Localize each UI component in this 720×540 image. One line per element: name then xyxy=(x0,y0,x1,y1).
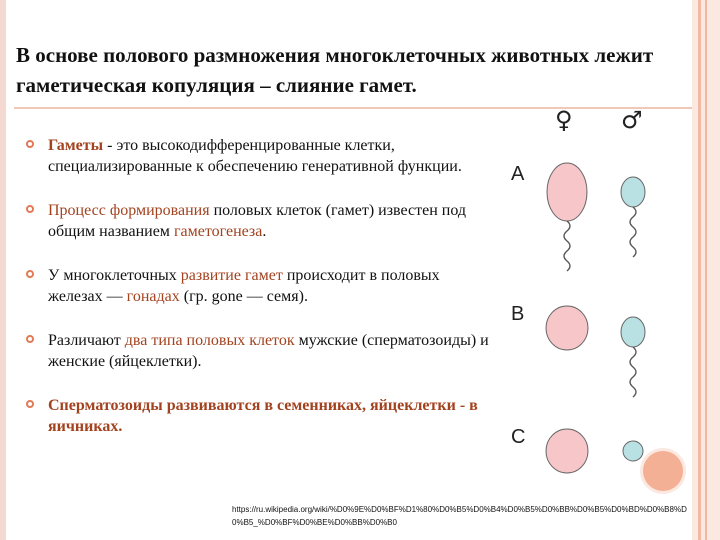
gamete-diagram xyxy=(505,100,695,490)
bullet-text: . xyxy=(262,223,267,240)
bullet-text: (гр. gone — семя). xyxy=(179,288,308,305)
bullet-ring-icon xyxy=(26,205,34,213)
male-symbol-icon: ♂ xyxy=(621,106,643,134)
bullet-text: половых клеток (гамет) известен под общим названием xyxy=(48,202,466,240)
row-label: C xyxy=(511,426,526,448)
source-link[interactable]: https://ru.wikipedia.org/wiki/%D0%9E%D0%BF%D1%80%D0%B5%D0%B4%D0%B5%D0%BB%D0%B5%D0%BD%D0%B8%D0%B5_%D0%BF%D0%BE%D0%BB%D0%B0 xyxy=(232,505,687,527)
row-label: B xyxy=(511,303,525,325)
bullet-ring-icon xyxy=(26,335,34,343)
bullet-item xyxy=(26,395,496,437)
highlighted-term: Процесс формирования xyxy=(48,202,210,219)
left-decor-stripe xyxy=(0,0,6,540)
bullet-item xyxy=(26,200,496,242)
highlighted-term: развитие гамет xyxy=(180,267,283,284)
female-gamete-cell xyxy=(546,429,588,473)
slide-title: В основе полового размножения многоклеточных животных лежит гаметическая копуляция – слияние гамет. xyxy=(16,43,654,97)
highlighted-term: гонадах xyxy=(126,288,180,305)
male-gamete-cell xyxy=(621,317,645,347)
bullet-text: происходит в половых железах — xyxy=(48,267,440,305)
female-symbol-icon: ♀ xyxy=(555,106,573,134)
decor-circle xyxy=(640,448,686,494)
bullet-text: У многоклеточных xyxy=(48,267,181,284)
bullet-item xyxy=(26,265,496,307)
bullet-text: - это высокодифференцированные клетки, специализированные к обеспечению генеративной функции. xyxy=(48,137,462,175)
female-gamete-cell xyxy=(546,306,588,350)
bullet-ring-icon xyxy=(26,400,34,408)
bullet-text: мужские (сперматозоиды) и женские (яйцеклетки). xyxy=(48,332,489,370)
bullet-item xyxy=(26,330,496,372)
bullet-ring-icon xyxy=(26,270,34,278)
highlighted-term: два типа половых клеток xyxy=(124,332,295,349)
male-flagellum xyxy=(630,347,636,397)
bullet-ring-icon xyxy=(26,140,34,148)
bullet-item xyxy=(26,135,496,177)
female-gamete-cell xyxy=(547,163,587,221)
bullet-text: Различают xyxy=(48,332,125,349)
highlighted-term: Гаметы xyxy=(48,137,104,154)
row-label: A xyxy=(511,163,525,185)
bullet-list xyxy=(26,135,496,460)
highlighted-term: гаметогенеза xyxy=(173,223,263,240)
highlighted-term: Сперматозоиды развиваются в семенниках, яйцеклетки - в яичниках. xyxy=(48,397,478,435)
female-flagellum xyxy=(564,221,570,271)
male-flagellum xyxy=(630,207,636,257)
male-gamete-cell xyxy=(623,441,643,461)
male-gamete-cell xyxy=(621,177,645,207)
